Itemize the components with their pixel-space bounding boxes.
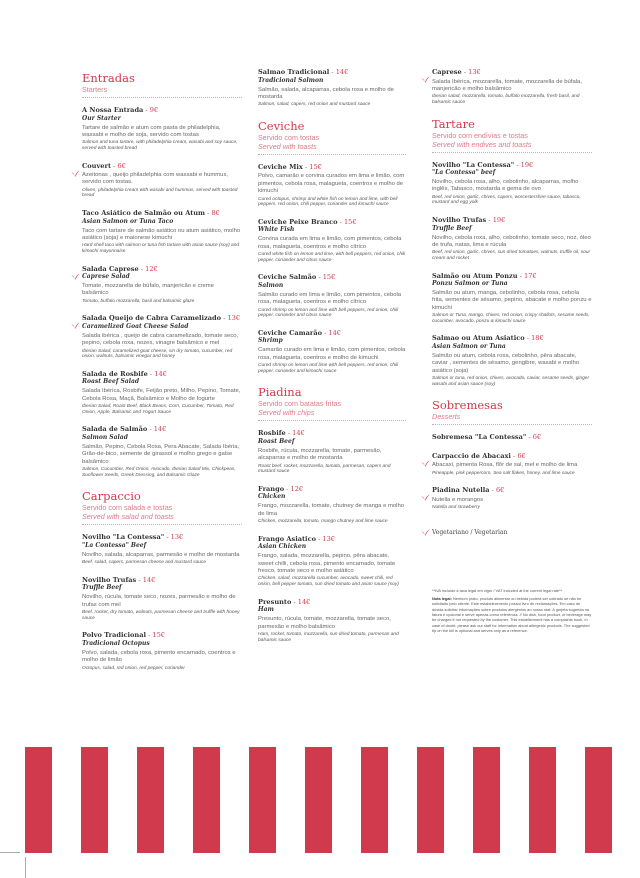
item-description: Frango, mozzarella, tomate, chutney de manga e molho de lima [258, 503, 405, 517]
vegetarian-leaf-icon [421, 452, 430, 459]
crop-mark [0, 852, 20, 853]
menu-item [432, 161, 592, 207]
item-name [82, 576, 242, 585]
item-description: Salmão curado em lima e limão, com pimentos, cebola rosa, malagueta, coentros e molho cítrico [258, 291, 402, 306]
price-separator: - [291, 597, 298, 606]
menu-item [258, 329, 406, 375]
item-name-text: Frango Asiatico [258, 534, 316, 543]
item-description: Polvo, camarão e corvina curados em lima e limão, com pimentos, cebola rosa, malagueta, coentros e molho de kimuchi [258, 173, 405, 195]
menu-section [432, 118, 592, 388]
item-name [432, 334, 592, 343]
item-price: 13€ [170, 533, 184, 542]
price-separator: - [524, 334, 532, 343]
red-stripe [81, 747, 108, 853]
price-separator: - [221, 314, 228, 323]
item-name-text: Frango [258, 484, 285, 493]
item-name-en: Tradicional Salmon [258, 76, 324, 84]
item-description: Rosbife, rúcula, mozzarella, tomate, parmesão, alcaparras e molho de mostarda [258, 447, 382, 462]
item-description-en: Hard shell taco with salmon or tuna fish tartare with asian sauce (soy) and kimuchi mayonnaise [82, 243, 240, 254]
vegetarian-leaf-icon [71, 314, 80, 321]
item-name [258, 429, 406, 438]
section-divider [82, 524, 242, 525]
item-price: 14€ [154, 369, 167, 378]
section-subtitle: Starters [82, 85, 108, 94]
item-name-text: Salada Queijo de Cabra Caramelizado [82, 314, 222, 323]
item-name-text: Rosbife [258, 429, 286, 438]
menu-item [82, 576, 242, 622]
item-name-text: Salada de Rosbife [82, 369, 148, 378]
vegetarian-leaf-icon [421, 529, 430, 536]
item-price: 14€ [328, 328, 342, 337]
item-description-en: Chicken, salad, mozzarella cucumber, avocado, sweet chili, red onion, bell pepper tomato, sun dried tomato and asian sauce (soy) [258, 576, 399, 588]
menu-column-right [432, 68, 592, 636]
price-separator: - [302, 162, 310, 171]
section-subtitle-en: Served with toasts [258, 141, 317, 151]
menu-item [258, 163, 406, 208]
item-name-en: Our Starter [82, 114, 121, 122]
section-divider [432, 424, 592, 425]
item-name-text: Sobremesa "La Contessa" [432, 433, 527, 442]
item-name-text: Couvert [82, 161, 111, 170]
item-name-text: Novilho Trufas [82, 575, 137, 584]
item-name-text: Salada Caprese [82, 264, 139, 273]
item-name [82, 370, 242, 379]
item-name-text: Novilho Trufas [432, 216, 487, 224]
price-separator: - [285, 429, 293, 438]
item-name [82, 425, 242, 434]
price-separator: - [146, 631, 153, 640]
item-description-en: Tomato, buffalo mozzarella, basil and balsamic glaze [82, 298, 195, 304]
item-description-en: Nutella and strawberry [432, 505, 480, 511]
item-description-en: Iberian Salad, caramelized goat cheese, sin dry tomato, cucumber, red onion, walnuts, balsamic vinegar and honey [82, 348, 233, 360]
item-description-en: Chicken, mozzarella, tomato, mango chutney and lime sauce [258, 519, 388, 525]
item-name-text: Ceviche Camarão [258, 328, 322, 337]
price-separator: - [514, 160, 521, 169]
price-separator: - [489, 486, 496, 495]
price-separator: - [316, 273, 323, 282]
item-name-text: Piadina Nutella [432, 486, 490, 495]
price-separator: - [136, 575, 143, 584]
menu-item [432, 433, 592, 442]
item-name [82, 209, 242, 218]
item-description: Salmão ou atum, cebola rosa, cebolinho, pêra abacate, caviar , sementes de sésamo, gengibre, wasabi e molho asiático (soja) [432, 352, 580, 374]
menu-item [258, 429, 406, 475]
item-description-en: Pineapple, pink peppercorn, Sea salt flakes, honey, and lime sauce [432, 470, 575, 476]
item-name-en: Ham [258, 606, 274, 614]
price-separator: - [111, 161, 118, 170]
item-name [258, 68, 406, 77]
item-name-text: A Nossa Entrada [82, 106, 144, 114]
item-description-en: Beef, salad, capers, parmesan cheese and mustard sauce [82, 560, 206, 566]
item-name-en: Roast Beef [258, 437, 295, 445]
item-price: 15€ [309, 162, 322, 171]
menu-item [258, 598, 406, 644]
price-separator: - [205, 209, 212, 217]
item-price: 15€ [152, 631, 166, 640]
section-title: Piadina [258, 385, 302, 400]
menu-item [82, 106, 242, 152]
menu-item [82, 631, 242, 671]
item-name-text: Salmão ou Atum Ponzu [432, 271, 518, 280]
item-name-en: Asian Salmon or Tuna Taco [82, 217, 174, 225]
section-subtitle-en: Served with salad and toasts [82, 512, 174, 522]
item-description-en: Ham, rocket, tomato, mozzarella, sun dried tomato, parmesan and balsamic sauce [258, 631, 399, 643]
item-name [432, 486, 592, 495]
item-name-text: Taco Asiático de Salmão ou Atum [82, 209, 206, 217]
item-name-en: Asian Chicken [258, 543, 307, 551]
menu-section [82, 72, 242, 478]
vegetarian-leaf-icon [421, 486, 430, 493]
menu-section [258, 68, 406, 108]
item-description: Novilho, rúcula, tomate seco, nozes, parmesão e molho de trufas com mel [82, 594, 236, 608]
menu-item [258, 273, 406, 319]
price-separator: - [143, 106, 150, 114]
item-name-en: Chicken [258, 493, 286, 501]
item-name-en: Truffle Beef [82, 584, 122, 592]
menu-item [258, 535, 406, 588]
menu-item [258, 68, 406, 108]
price-separator: - [526, 433, 533, 442]
menu-item [258, 485, 406, 525]
menu-column-left [82, 68, 242, 683]
item-name-text: Ceviche Salmão [258, 273, 317, 282]
vegetarian-legend [432, 529, 592, 536]
section-divider [82, 97, 242, 98]
section-title: Ceviche [258, 118, 305, 133]
menu-item [432, 68, 592, 106]
item-name [258, 163, 406, 172]
item-description-en: Octopus, salad, red onion, red pepper, coriander [82, 665, 185, 671]
item-name [432, 216, 592, 225]
red-stripe [305, 747, 332, 853]
item-price: 15€ [322, 273, 336, 282]
item-name-en: Salmon Salad [82, 433, 128, 441]
item-name-en: Asian Salmon or Tuna [432, 342, 506, 350]
item-price: 17€ [524, 271, 537, 280]
item-description-en: Beef, rocket, dry tomato, walnuts, parmesan cheese and truffle with honey sauce [82, 610, 240, 621]
item-name [432, 452, 592, 461]
item-description: Azeitonas , queijo philadelphia com wassabi e hummus, servido com tostas. [82, 172, 229, 186]
item-description: Novilho, salada, alcaparras, parmesão e molho de mostarda [82, 551, 240, 558]
item-description-en: Beef, red onion, garlic, chives, sun dried tomatoes, walnuts, truffle oil, sour cream and rocket [432, 250, 591, 261]
item-price: 14€ [292, 429, 305, 438]
item-price: 13€ [322, 534, 335, 543]
item-description-en: Cured shrimp on lemon and lime with bell peppers, red onion, chili pepper, coriander and citrus sauce [258, 307, 399, 319]
item-price: 6€ [117, 161, 126, 170]
item-name-text: Polvo Tradicional [82, 631, 146, 640]
item-price: 14€ [142, 575, 156, 584]
section-subtitle: Servido com batatas fritas [258, 399, 342, 409]
section-divider [258, 420, 406, 421]
price-separator: - [510, 451, 518, 460]
item-description: Tartare de salmão e atum com pasta de philadelphia, wassabi e molho de soja, servido com tostas [82, 124, 221, 138]
menu-item [82, 162, 242, 200]
section-subtitle-en: Served with chips [258, 408, 315, 418]
item-name-en: White Fish [258, 226, 295, 234]
item-name-text: Caprese [432, 68, 462, 76]
menu-section [258, 386, 406, 643]
price-separator: - [138, 264, 146, 273]
red-stripe [361, 747, 388, 853]
item-name [432, 433, 592, 442]
item-price: 8€ [211, 209, 220, 217]
section-title: Entradas [82, 71, 135, 85]
item-price: 6€ [495, 486, 505, 495]
item-price: 12€ [145, 264, 158, 273]
item-name [432, 161, 592, 170]
price-separator: - [284, 484, 291, 493]
item-description: Polvo, salada, cebola roxa, pimento encarnado, coentros e molho de limão [82, 649, 236, 664]
item-price: 19€ [492, 216, 506, 224]
item-name-en: Truffle Beef [432, 224, 472, 232]
section-subtitle: Servido com salada e tostas [82, 503, 173, 513]
menu-item [82, 314, 242, 360]
item-name-en: "La Contessa" Beef [82, 541, 147, 549]
item-price: 18€ [531, 334, 544, 343]
vat-note: **IVA incluído à taxa legal em vigor / VAT included at the current legal rate** [432, 587, 563, 593]
menu-section [258, 120, 406, 374]
item-price: 9€ [149, 106, 159, 114]
item-description-en: Salmon or Tuna, mango, chives, red onion, crispy shallots, sesame seeds, cucumber, avocado, ponzu & kimuchi sauce [432, 313, 590, 324]
price-separator: - [461, 68, 469, 76]
item-description: Nutella e morangos [432, 496, 484, 503]
item-name [258, 273, 406, 282]
menu-item [82, 533, 242, 566]
section-divider [432, 152, 592, 153]
item-name-en: Caramelized Goat Cheese Salad [82, 322, 189, 330]
item-name [82, 162, 242, 171]
price-separator: - [517, 271, 525, 280]
item-price: 19€ [520, 160, 534, 169]
item-price: 14€ [335, 68, 349, 76]
red-stripe [25, 747, 52, 853]
item-name-text: Novilho "La Contessa" [432, 160, 515, 169]
item-description-en: Salmon, salad, capers, red onion and mustard sauce [258, 102, 371, 108]
section-title: Tartare [432, 116, 475, 131]
menu-item [82, 265, 242, 305]
item-description: Salmão, salada, alcaparras, cebola rosa e molho de mostarda [258, 86, 394, 100]
item-name-en: Shrimp [258, 337, 283, 345]
item-description-en: Cured white fish on lemon and lime, with bell peppers, red onion, chili pepper, coriander and citrus sauce [258, 252, 406, 263]
item-description: Presunto, rúcula, tomate, mozzarella, tomate seco, parmesão e molho balsâmico [258, 616, 391, 630]
price-separator: - [322, 328, 329, 337]
item-name-text: Carpaccio de Abacaxi [432, 451, 511, 460]
item-description-en: Salmon, Cucumber, Red Onion, Avocado, Iberian Salad Mix, Chickpeas, Sunflower Seeds, Greek Dressing, and Balsamic Glaze [82, 467, 236, 478]
menu-item [258, 218, 406, 264]
menu-item [432, 216, 592, 262]
item-price: 6€ [517, 451, 526, 460]
item-name-en: Ponzu Salmon or Tuna [432, 280, 508, 287]
item-description-en: Olives, philadelphia cream with wasabi and hummus, served with toasted bread [82, 187, 238, 199]
legal-notes [432, 588, 592, 633]
item-description: Camarão curado em lima e limão, com pimentos, cebola rosa, malagueta, coentros e molho de kimuchi [258, 347, 406, 361]
menu-section [82, 490, 242, 671]
item-price: 13€ [227, 314, 241, 323]
item-price: 13€ [468, 68, 481, 76]
item-name [258, 535, 406, 544]
item-price: 14€ [297, 597, 311, 606]
item-name [432, 272, 592, 281]
menu-item [82, 209, 242, 255]
item-name [82, 533, 242, 542]
section-title: Carpaccio [82, 489, 141, 504]
item-name-en: Caprese Salad [82, 273, 130, 280]
vegetarian-leaf-icon [71, 265, 80, 272]
item-name-text: Salmao Tradicional [258, 68, 330, 76]
menu-column-middle [258, 68, 406, 655]
price-separator: - [329, 68, 336, 76]
item-name-text: Presunto [258, 597, 292, 606]
item-name [258, 485, 406, 494]
legal-note-label: Nota legal: [432, 596, 452, 602]
item-name [258, 598, 406, 607]
item-name-en: Salmon [258, 281, 284, 289]
item-name-en: Roast Beef Salad [82, 378, 140, 386]
red-stripe [529, 747, 556, 853]
crop-mark [25, 857, 26, 878]
legal-note-text: Nenhum prato, produto alimentar ou bebida poderá ser cobrado se não for solicitado pelo cliente. Este estabelecimento possui livro de reclamações. Em caso de dúvida solicitar informações sobre produtos alergénios ao nosso staf. A gorjeta sugerida na fatura é opcional e serve apenas como referência. // No dish, food product, or beverage may be charged if not requested by the customer. This establishment has a complaints book. In case of doubt, please ask our staff for information about allergenic products. The suggested tip on the bill is optional and serves only as a reference. [432, 596, 592, 633]
section-subtitle: Servido com tostas [258, 132, 320, 142]
item-description: Taco com tartare de salmão asiático ou atum asiático, molho asiático (soja) e maionese kimuchi [82, 227, 241, 241]
menu-item [82, 370, 242, 416]
item-name [432, 68, 592, 77]
legal-note [432, 596, 592, 633]
item-description: Novilho, cebola rosa, alho, cebolinho, alcaparras, molho inglês, Tabasco, mostarda e gema de ovo [432, 179, 579, 193]
price-separator: - [164, 533, 171, 542]
price-separator: - [337, 217, 344, 226]
item-description: Salada Ibérica, mozzarella, tomate, mozzarella de búfala, manjericão e molho balsâmico [432, 78, 582, 92]
item-price: 6€ [532, 433, 542, 442]
item-name [82, 314, 242, 323]
menu-item [82, 425, 242, 478]
item-name-text: Salmao ou Atum Asiatico [432, 334, 525, 343]
item-description: Tomate, mozzarella de búfalo, manjericão e creme balsâmico [82, 283, 214, 297]
item-name [82, 631, 242, 640]
item-description: Frango, salada, mozzarella, pepino, pêra abacate, sweet chilli, cebola rosa, pimento encarnado, tomate fresco, tomate seco e molho asiático [258, 553, 396, 575]
item-name [258, 329, 406, 338]
item-price: 12€ [290, 484, 304, 493]
red-stripe [585, 747, 612, 853]
menu-section [432, 399, 592, 511]
item-name [258, 218, 406, 227]
item-name [82, 265, 242, 274]
menu-item [432, 272, 592, 325]
item-description: Salada Ibérica, Rosbife, Feijão preto, Milho, Pepino, Tomate, Cebola Rosa, Maçã, Balsâmico e Molho de Iogurte [82, 388, 241, 402]
section-subtitle-en: Served with endives and toasts [432, 139, 532, 149]
section-title: Sobremesas [432, 398, 503, 413]
item-description: Salmão, Pepino, Cebola Rosa, Pera Abacate, Salada Ibéria, Grão-de-bico, semente de girassol e molho grego e galse balsâmico [82, 443, 240, 465]
menu-section [432, 68, 592, 106]
item-name-text: Ceviche Peixe Branco [258, 217, 338, 226]
vegetarian-leaf-icon [421, 68, 430, 75]
item-description: Salada ibérica , queijo de cabra caramelizado, tomate seco, pepino, cebola roxa, nozes, vinagre balsâmico e mel [82, 332, 239, 347]
section-subtitle-en: Desserts [432, 412, 461, 422]
price-separator: - [486, 216, 493, 224]
item-description: Salmão ou atum, manga, cebolinho, cebola rosa, cebola frita, sementes de sésamo, pepino, abacate e molho ponzu e kimuchi [432, 290, 592, 311]
item-description-en: Salmon or tuna, red onion, chives, avocado, caviar, sesame seeds, ginger wasabi and asian sauce (soy) [432, 376, 590, 387]
legend-label: Vegetariano / Vegetarian [432, 528, 508, 536]
item-name-text: Ceviche Mix [258, 162, 303, 171]
red-stripe [249, 747, 276, 853]
red-stripe [193, 747, 220, 853]
item-description-en: Cured octopus, shrimp and white fish on lemon and lime, with bell peppers, red onion, chili pepper, coriander and kimuchi sauce [258, 196, 398, 208]
vegetarian-leaf-icon [71, 162, 80, 169]
item-description-en: Iberian Salad, Roast Beef, Black Beans, Corn, Cucumber, Tomato, Red Onion, Apple, Balsamic and Yogurt Sauce [82, 404, 234, 415]
section-divider [258, 154, 406, 155]
item-price: 14€ [153, 425, 167, 434]
red-stripe [473, 747, 500, 853]
item-name-en: "La Contessa" beef [432, 169, 496, 176]
menu-item [432, 452, 592, 477]
item-name-en: Tradicional Octopus [82, 639, 150, 647]
item-description-en: Roast beef, rocket, mozzarella, tomato, parmesan, capers and mustard sauce [258, 463, 391, 475]
price-separator: - [147, 425, 154, 434]
item-price: 15€ [343, 217, 357, 226]
section-subtitle: Servido com endívias e tostas [432, 130, 528, 140]
item-description-en: Iberian salad, mozzarella, tomato, buffalo mozzarella, fresh basil, and balsamic sauce [432, 94, 580, 105]
menu-item [432, 334, 592, 387]
price-separator: - [147, 369, 155, 378]
item-description-en: Beef, red onion, garlic, chives, capers, worcestershire sauce, tabasco, mustard and egg yolk [432, 194, 581, 206]
item-description-en: Salmon and tuna tartare, with philadelphia cream, wasabi and soy sauce, served with toasted bread [82, 140, 238, 151]
red-stripe [137, 747, 164, 853]
item-name-text: Novilho "La Contessa" [82, 533, 165, 542]
item-description: Abacaxi, pimenta Rosa, flôr de sal, mel e molho de lima [432, 462, 578, 469]
item-description: Corvina curada em lima e limão, com pimentos, cebola rosa, malagueta, coentros e molho cítrico [258, 236, 402, 250]
menu-item [432, 486, 592, 511]
item-description-en: Cured shrimp on lemon and lime with bell peppers, red onion, chili pepper, coriander and kimuchi sauce [258, 363, 399, 374]
price-separator: - [315, 534, 323, 543]
item-name-text: Salada de Salmão [82, 425, 148, 434]
item-description: Novilho, cebola roxa, alho, cebolinho, tomate seco, noz, óleo de trufa, natas, lima e rúcula [432, 234, 591, 248]
red-stripe [417, 747, 444, 853]
item-name [82, 106, 242, 115]
